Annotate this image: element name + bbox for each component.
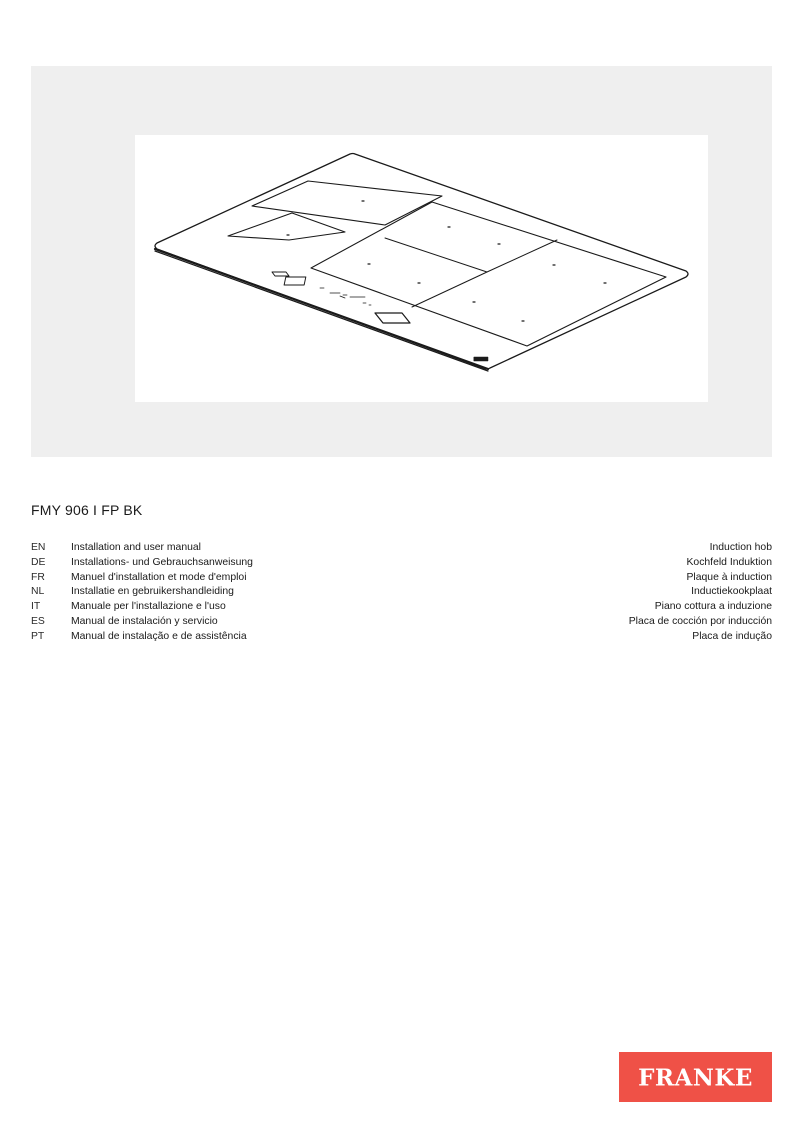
language-list xyxy=(31,541,772,645)
product-type: Inductiekookplaat xyxy=(691,586,772,598)
product-type: Plaque à induction xyxy=(686,571,772,583)
manual-title: Installation and user manual xyxy=(71,542,201,553)
manual-title: Installations- und Gebrauchsanweisung xyxy=(71,556,253,568)
language-row-it xyxy=(31,600,772,615)
language-code: PT xyxy=(31,630,45,642)
logo-wordmark: FRANKE xyxy=(638,1064,753,1092)
control-button-1 xyxy=(272,272,289,276)
flex-zone-divider-3 xyxy=(412,272,487,307)
control-button-3 xyxy=(375,313,410,323)
product-type: Induction hob xyxy=(709,542,772,553)
language-row-nl xyxy=(31,585,772,600)
language-code: ES xyxy=(31,615,45,627)
language-row-fr xyxy=(31,571,772,586)
hero-band xyxy=(31,66,772,457)
language-code: IT xyxy=(31,601,41,613)
language-code: DE xyxy=(31,556,46,568)
manual-title: Manuel d'installation et mode d'emploi xyxy=(71,571,247,583)
language-row-pt xyxy=(31,630,772,645)
hob-outline xyxy=(155,154,688,370)
product-type: Piano cottura a induzione xyxy=(654,601,772,613)
manual-title: Manuale per l'installazione e l'uso xyxy=(71,601,226,613)
product-type: Placa de indução xyxy=(692,630,772,642)
franke-logo-icon xyxy=(619,1052,772,1102)
language-code: NL xyxy=(31,586,45,598)
flex-zone-divider-1 xyxy=(385,238,487,272)
language-row-de xyxy=(31,556,772,571)
product-type: Kochfeld Induktion xyxy=(686,556,772,568)
flex-zone-divider-2 xyxy=(487,240,557,272)
product-type: Placa de cocción por inducción xyxy=(628,615,772,627)
language-code: FR xyxy=(31,571,45,583)
induction-hob-illustration xyxy=(135,135,708,402)
manual-title: Installatie en gebruikershandleiding xyxy=(71,586,234,598)
cooking-zone-top xyxy=(252,181,442,225)
hob-badge xyxy=(474,357,488,361)
hob-front-edge-lower xyxy=(155,251,488,371)
language-code: EN xyxy=(31,542,46,553)
language-row-en xyxy=(31,541,772,556)
language-row-es xyxy=(31,615,772,630)
zone-markers xyxy=(287,201,606,321)
manual-title: Manual de instalação e de assistência xyxy=(71,630,247,642)
control-button-2 xyxy=(284,277,306,285)
franke-logo xyxy=(619,1052,772,1102)
touch-slider-marks xyxy=(320,288,371,305)
product-illustration-card xyxy=(135,135,708,402)
hob-front-edge xyxy=(155,249,488,369)
model-title: FMY 906 I FP BK xyxy=(31,502,143,518)
manual-title: Manual de instalación y servicio xyxy=(71,615,218,627)
